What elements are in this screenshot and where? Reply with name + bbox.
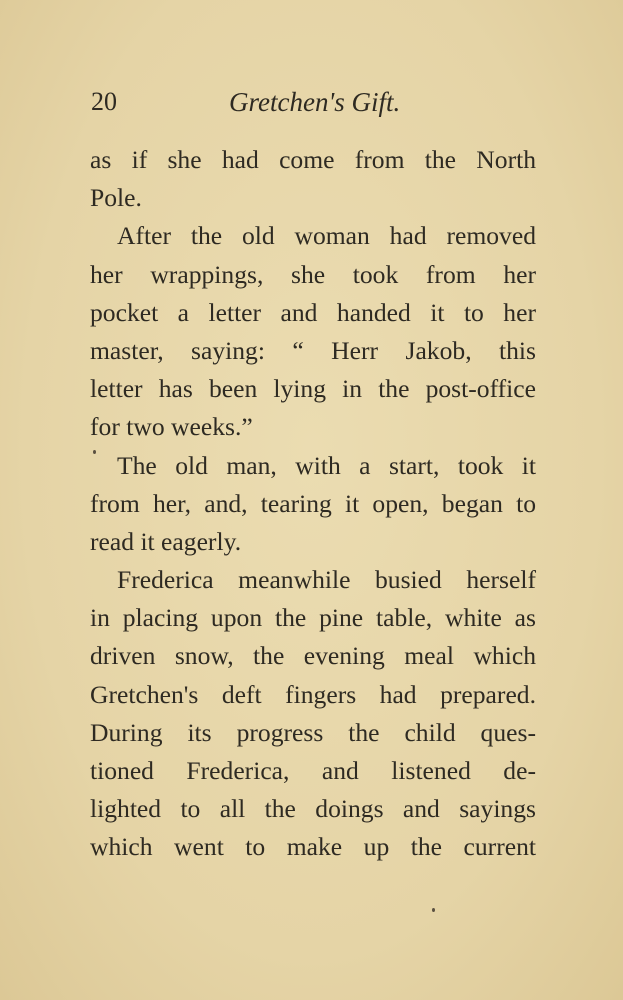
text-line: in placing upon the pine table, white as — [90, 603, 536, 633]
running-title: Gretchen's Gift. — [229, 87, 401, 117]
text-line: for two weeks.” — [90, 412, 253, 442]
text-line: from her, and, tearing it open, began to — [90, 488, 536, 518]
text-line: lighted to all the doings and sayings — [90, 794, 536, 824]
text-line: her wrappings, she took from her — [90, 259, 536, 289]
text-line: pocket a letter and handed it to her — [90, 297, 536, 327]
text-line: driven snow, the evening meal which — [90, 641, 536, 671]
text-line: letter has been lying in the post-office — [90, 374, 536, 404]
body-text — [90, 141, 536, 867]
text-line: tioned Frederica, and listened de- — [90, 756, 536, 785]
text-line: as if she had come from the North — [90, 145, 536, 174]
text-line: which went to make up the current — [90, 832, 536, 862]
text-line: After the old woman had removed — [117, 221, 536, 251]
text-line: Pole. — [90, 183, 142, 213]
text-line: Gretchen's deft fingers had prepared. — [90, 679, 536, 709]
text-line: read it eagerly. — [90, 526, 242, 556]
text-line: The old man, with a start, took it — [117, 450, 536, 480]
running-head — [91, 82, 536, 122]
text-line: master, saying: “ Herr Jakob, this — [90, 335, 536, 365]
paper-speck — [93, 450, 96, 454]
paper-speck — [432, 908, 435, 912]
page-number: 20 — [91, 87, 117, 116]
text-line: During its progress the child ques- — [90, 717, 536, 747]
text-line: Frederica meanwhile busied herself — [117, 565, 536, 595]
